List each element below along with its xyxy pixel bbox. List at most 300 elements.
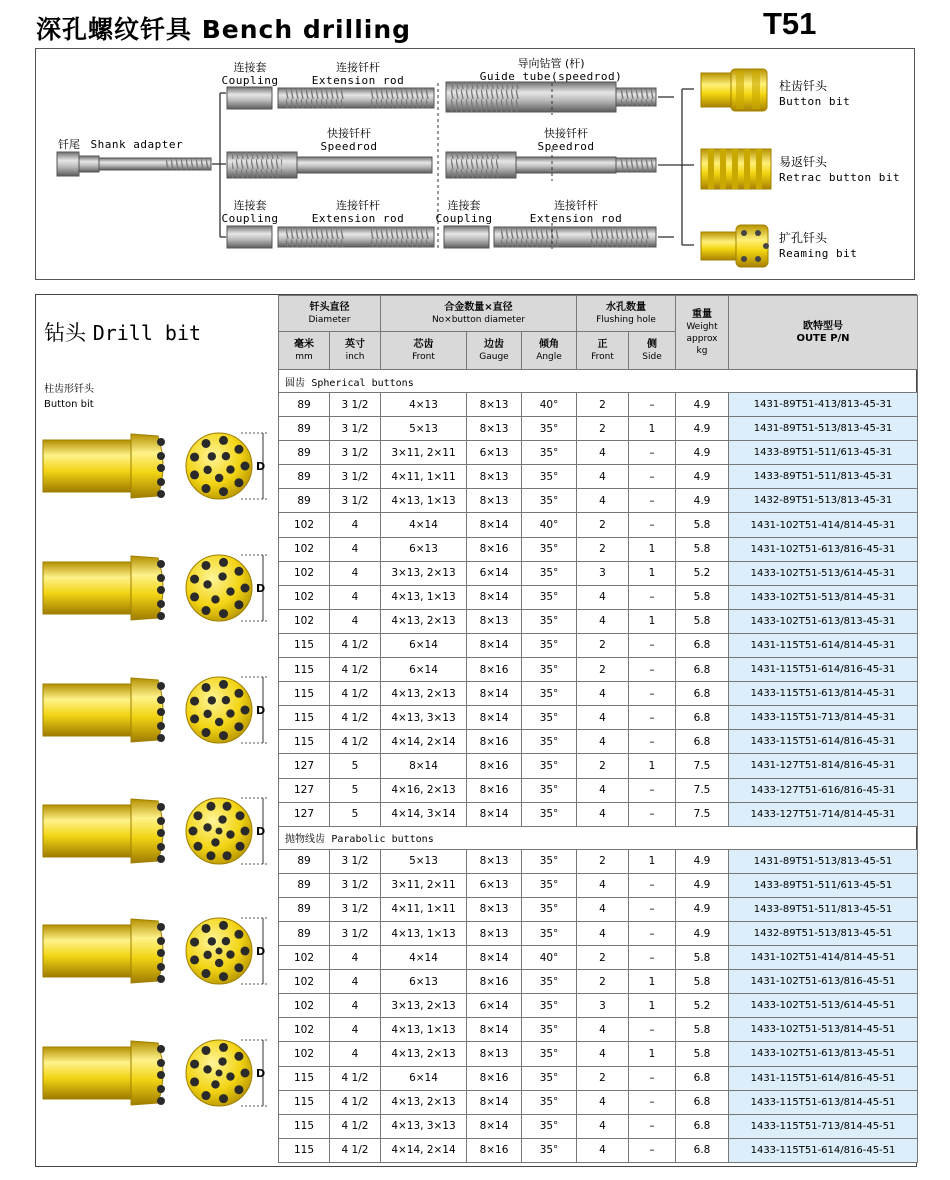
center-button	[216, 828, 223, 835]
table-cell: –	[629, 1138, 676, 1162]
table-cell: 1431-115T51-614/814-45-31	[729, 633, 918, 657]
table-cell: 4	[577, 465, 629, 489]
table-cell: 1433-89T51-511/813-45-51	[729, 897, 918, 921]
gauge-button	[241, 584, 250, 593]
table-cell: 4.9	[676, 489, 729, 513]
table-cell: 4 1/2	[330, 1066, 381, 1090]
gauge-button	[234, 930, 243, 939]
diameter-header: 钎头直径 Diameter	[279, 296, 381, 332]
section-header	[279, 826, 918, 849]
table-cell: 4	[577, 609, 629, 633]
gauge-button	[241, 706, 250, 715]
table-cell: 4 1/2	[330, 1114, 381, 1138]
table-cell: 4	[330, 585, 381, 609]
carbide-button	[157, 949, 165, 957]
gauge-button	[190, 575, 199, 584]
retrac-bit-label: 易返钎头 Retrac button bit	[779, 155, 901, 184]
table-row	[279, 1018, 918, 1042]
table-cell: 4	[577, 921, 629, 945]
table-cell: 35°	[522, 873, 577, 897]
front-button	[222, 452, 230, 460]
carbide-button	[157, 803, 165, 811]
table-cell: 8×16	[467, 1138, 522, 1162]
table-cell: 1431-89T51-513/813-45-51	[729, 849, 918, 873]
front-button	[211, 838, 219, 846]
table-cell: –	[629, 921, 676, 945]
table-cell: 4×13, 2×13	[381, 1042, 467, 1066]
section-label-cn: 抛物线齿	[285, 834, 325, 846]
table-cell: 40°	[522, 393, 577, 417]
carbide-button	[157, 1097, 165, 1105]
front-button	[218, 1057, 226, 1065]
table-row	[279, 417, 918, 441]
table-cell: 7.5	[676, 802, 729, 826]
table-cell: 5	[330, 778, 381, 802]
table-cell: 8×16	[467, 658, 522, 682]
table-cell: 5	[330, 802, 381, 826]
table-cell: 6×13	[467, 873, 522, 897]
table-cell: 35°	[522, 706, 577, 730]
table-row	[279, 633, 918, 657]
table-cell: –	[629, 393, 676, 417]
gauge-button	[190, 1060, 199, 1069]
gauge-button	[219, 436, 228, 445]
table-cell: 35°	[522, 778, 577, 802]
table-row	[279, 489, 918, 513]
table-cell: 1433-115T51-713/814-45-51	[729, 1114, 918, 1138]
table-cell: 1433-102T51-613/813-45-31	[729, 609, 918, 633]
table-cell: –	[629, 441, 676, 465]
table-cell: 115	[279, 658, 330, 682]
table-cell: 8×13	[467, 897, 522, 921]
carbide-button	[157, 574, 165, 582]
table-cell: 2	[577, 417, 629, 441]
table-cell: 1	[629, 1042, 676, 1066]
gauge-button	[234, 1052, 243, 1061]
table-cell: 4 1/2	[330, 633, 381, 657]
carbide-button	[157, 560, 165, 568]
table-cell: 89	[279, 393, 330, 417]
front-button	[226, 587, 234, 595]
table-cell: 4 1/2	[330, 1090, 381, 1114]
table-cell: 6.8	[676, 658, 729, 682]
table-cell: 35°	[522, 537, 577, 561]
table-cell: 8×14	[467, 682, 522, 706]
table-cell: 3 1/2	[330, 489, 381, 513]
table-cell: 8×14	[467, 585, 522, 609]
pn-header: 欧特型号 OUTE P/N	[729, 296, 918, 370]
table-row	[279, 1138, 918, 1162]
row2-speedrod-left-label: 快接钎杆 Speedrod	[320, 127, 378, 153]
front-button	[211, 1080, 219, 1088]
table-cell: 6×13	[467, 441, 522, 465]
table-cell: 89	[279, 441, 330, 465]
gauge-button	[219, 609, 228, 618]
table-cell: 35°	[522, 802, 577, 826]
table-cell: 4	[577, 778, 629, 802]
bit-illustration	[43, 555, 267, 621]
table-cell: –	[629, 1018, 676, 1042]
gauge-button	[202, 484, 211, 493]
gauge-button	[234, 963, 243, 972]
drill-bit-spec	[35, 294, 917, 1167]
table-cell: 4	[577, 489, 629, 513]
table-cell: 2	[577, 849, 629, 873]
table-cell: –	[629, 778, 676, 802]
table-cell: 4.9	[676, 441, 729, 465]
table-cell: –	[629, 802, 676, 826]
section-label-en: Spherical buttons	[311, 377, 414, 389]
buttons-header: 合金数量×直径 No×button diameter	[381, 296, 577, 332]
table-cell: 1431-102T51-613/816-45-31	[729, 537, 918, 561]
spec-title: 钻头 Drill bit	[44, 321, 202, 345]
table-cell: –	[629, 585, 676, 609]
table-cell: 1433-89T51-511/613-45-31	[729, 441, 918, 465]
front-button	[203, 1065, 211, 1073]
table-cell: 6.8	[676, 1138, 729, 1162]
table-cell: 89	[279, 921, 330, 945]
gauge-button	[223, 802, 232, 811]
table-cell: 3 1/2	[330, 465, 381, 489]
carbide-button	[157, 923, 165, 931]
table-cell: 115	[279, 1066, 330, 1090]
table-cell: –	[629, 730, 676, 754]
button-bit-label: 柱齿钎头 Button bit	[779, 79, 851, 108]
table-cell: 4 1/2	[330, 1138, 381, 1162]
table-cell: 5.8	[676, 537, 729, 561]
front-button	[226, 1072, 234, 1080]
table-cell: 6×14	[381, 658, 467, 682]
table-cell: 8×14	[467, 1090, 522, 1114]
table-row	[279, 970, 918, 994]
gauge-button	[234, 478, 243, 487]
table-cell: 4	[577, 1018, 629, 1042]
table-cell: 1	[629, 754, 676, 778]
front-button	[226, 950, 234, 958]
table-cell: 35°	[522, 1090, 577, 1114]
gauge-button	[234, 689, 243, 698]
table-cell: 4×13, 1×13	[381, 585, 467, 609]
gauge-button	[193, 842, 202, 851]
table-cell: 89	[279, 489, 330, 513]
table-cell: 35°	[522, 994, 577, 1018]
table-cell: 6.8	[676, 682, 729, 706]
table-cell: 4×14	[381, 513, 467, 537]
row3-extension-rod-right-label: 连接钎杆 Extension rod	[529, 199, 623, 225]
table-cell: 35°	[522, 609, 577, 633]
gauge-button	[206, 802, 215, 811]
front-button	[226, 465, 234, 473]
table-cell: –	[629, 658, 676, 682]
table-cell: 102	[279, 609, 330, 633]
table-cell: 35°	[522, 489, 577, 513]
table-cell: 1	[629, 609, 676, 633]
row1-coupling-label: 连接套 Coupling	[221, 61, 279, 87]
table-cell: 102	[279, 561, 330, 585]
carbide-button	[157, 696, 165, 704]
table-row	[279, 849, 918, 873]
table-cell: –	[629, 946, 676, 970]
table-cell: 5	[330, 754, 381, 778]
front-button	[208, 937, 216, 945]
table-cell: 1431-127T51-814/816-45-31	[729, 754, 918, 778]
carbide-button	[157, 1085, 165, 1093]
table-cell: 3×13, 2×13	[381, 994, 467, 1018]
table-row	[279, 706, 918, 730]
angle-header: 倾角 Angle	[522, 332, 577, 370]
shank-adapter	[57, 152, 211, 176]
bit-body	[43, 440, 131, 492]
gauge-button	[234, 1085, 243, 1094]
carbide-button	[157, 1059, 165, 1067]
bit-illustration	[43, 677, 267, 743]
table-row	[279, 585, 918, 609]
gauge-button	[193, 811, 202, 820]
table-cell: 6×14	[467, 561, 522, 585]
bit-body	[43, 925, 131, 977]
row1-extension-rod-label: 连接钎杆 Extension rod	[311, 61, 405, 87]
page-title: 深孔螺纹钎具 Bench drilling	[36, 15, 412, 44]
table-cell: 4	[330, 561, 381, 585]
row3-coupling-left-label: 连接套 Coupling	[221, 199, 279, 225]
gauge-button	[202, 924, 211, 933]
gauge-button	[190, 938, 199, 947]
table-cell: 1431-89T51-513/813-45-31	[729, 417, 918, 441]
table-cell: 2	[577, 513, 629, 537]
front-button	[215, 474, 223, 482]
table-cell: 8×14	[381, 754, 467, 778]
table-cell: 35°	[522, 465, 577, 489]
table-cell: 35°	[522, 585, 577, 609]
table-cell: 102	[279, 537, 330, 561]
row1-parts	[227, 82, 656, 112]
carbide-button	[157, 843, 165, 851]
table-cell: 35°	[522, 849, 577, 873]
gauge-button	[219, 1043, 228, 1052]
gauge-button	[190, 955, 199, 964]
gauge-button	[190, 714, 199, 723]
table-cell: 8×13	[467, 417, 522, 441]
table-cell: 89	[279, 849, 330, 873]
table-cell: 1431-115T51-614/816-45-31	[729, 658, 918, 682]
gauge-button	[219, 487, 228, 496]
table-cell: 5.8	[676, 946, 729, 970]
table-cell: 1433-115T51-713/814-45-31	[729, 706, 918, 730]
front-button	[215, 959, 223, 967]
gauge-button	[219, 1094, 228, 1103]
table-cell: 35°	[522, 730, 577, 754]
table-cell: 89	[279, 873, 330, 897]
table-cell: 35°	[522, 682, 577, 706]
row2-parts	[227, 152, 656, 178]
table-row	[279, 465, 918, 489]
diameter-label: D	[256, 704, 266, 717]
gauge-button	[219, 972, 228, 981]
table-row	[279, 873, 918, 897]
table-cell: 4×13, 3×13	[381, 1114, 467, 1138]
table-cell: 35°	[522, 970, 577, 994]
table-cell: 4×11, 1×11	[381, 897, 467, 921]
assembly-diagram	[35, 48, 915, 280]
carbide-button	[157, 937, 165, 945]
table-cell: 8×13	[467, 393, 522, 417]
table-cell: 7.5	[676, 778, 729, 802]
table-cell: 4	[577, 873, 629, 897]
table-row	[279, 1090, 918, 1114]
front-button	[211, 595, 219, 603]
table-cell: 1433-89T51-511/613-45-51	[729, 873, 918, 897]
table-cell: 4	[577, 1042, 629, 1066]
table-cell: 4×13, 2×13	[381, 1090, 467, 1114]
weight-header: 重量 Weight approx kg	[676, 296, 729, 370]
table-row	[279, 682, 918, 706]
bit-illustration	[43, 433, 267, 499]
gauge-button	[223, 851, 232, 860]
table-cell: 5.8	[676, 585, 729, 609]
table-cell: 5.2	[676, 994, 729, 1018]
table-cell: 102	[279, 513, 330, 537]
table-row	[279, 946, 918, 970]
table-cell: 8×13	[467, 921, 522, 945]
table-row	[279, 609, 918, 633]
table-cell: 1433-102T51-513/814-45-31	[729, 585, 918, 609]
gauge-button	[190, 592, 199, 601]
bit-body	[43, 1047, 131, 1099]
gauge-button	[234, 722, 243, 731]
bit-illustration	[43, 798, 267, 864]
table-cell: 35°	[522, 1066, 577, 1090]
table-cell: 2	[577, 393, 629, 417]
mm-header: 毫米 mm	[279, 332, 330, 370]
table-cell: 8×16	[467, 1066, 522, 1090]
table-cell: 4	[330, 537, 381, 561]
gauge-header: 边齿 Gauge	[467, 332, 522, 370]
table-cell: 4.9	[676, 393, 729, 417]
carbide-button	[157, 855, 165, 863]
shank-adapter-label: 钎尾 Shank adapter	[58, 138, 184, 151]
table-cell: 115	[279, 706, 330, 730]
table-cell: 4.9	[676, 873, 729, 897]
front-button	[222, 696, 230, 704]
table-cell: –	[629, 1066, 676, 1090]
table-cell: 6.8	[676, 633, 729, 657]
table-cell: 115	[279, 633, 330, 657]
table-row	[279, 561, 918, 585]
gauge-button	[202, 561, 211, 570]
table-cell: 1433-115T51-613/814-45-31	[729, 682, 918, 706]
row3-extension-rod-left-label: 连接钎杆 Extension rod	[311, 199, 405, 225]
table-cell: 1433-102T51-613/813-45-51	[729, 1042, 918, 1066]
gauge-button	[234, 600, 243, 609]
table-cell: –	[629, 682, 676, 706]
table-cell: 1	[629, 970, 676, 994]
table-cell: 3 1/2	[330, 873, 381, 897]
table-cell: 127	[279, 754, 330, 778]
gauge-button	[202, 728, 211, 737]
gauge-button	[236, 811, 245, 820]
carbide-button	[157, 734, 165, 742]
table-cell: 8×16	[467, 537, 522, 561]
carbide-button	[157, 478, 165, 486]
table-cell: 6.8	[676, 1066, 729, 1090]
gauge-button	[219, 731, 228, 740]
table-cell: 1431-89T51-413/813-45-31	[729, 393, 918, 417]
table-cell: 6×13	[381, 970, 467, 994]
front-button	[218, 815, 226, 823]
table-cell: 35°	[522, 897, 577, 921]
section-label-cn: 圆齿	[285, 377, 305, 389]
table-cell: –	[629, 1114, 676, 1138]
table-cell: –	[629, 489, 676, 513]
table-cell: 35°	[522, 441, 577, 465]
table-cell: 4	[577, 802, 629, 826]
table-cell: 8×14	[467, 513, 522, 537]
table-cell: 8×13	[467, 849, 522, 873]
front-button	[203, 580, 211, 588]
spec-table	[278, 295, 918, 1163]
carbide-button	[157, 817, 165, 825]
table-cell: 1433-115T51-613/814-45-51	[729, 1090, 918, 1114]
diameter-label: D	[256, 825, 266, 838]
table-cell: 35°	[522, 1114, 577, 1138]
table-cell: 1	[629, 561, 676, 585]
table-cell: 5.8	[676, 970, 729, 994]
row3-parts	[227, 226, 656, 248]
table-cell: 5.8	[676, 1042, 729, 1066]
table-cell: 4	[577, 682, 629, 706]
table-cell: 4.9	[676, 849, 729, 873]
table-cell: 1433-89T51-511/813-45-31	[729, 465, 918, 489]
table-cell: –	[629, 873, 676, 897]
table-cell: 115	[279, 1138, 330, 1162]
table-cell: 4	[577, 1114, 629, 1138]
table-cell: 4	[577, 706, 629, 730]
table-cell: 35°	[522, 417, 577, 441]
table-cell: 5.8	[676, 609, 729, 633]
table-cell: 1433-102T51-513/614-45-31	[729, 561, 918, 585]
table-cell: 8×13	[467, 465, 522, 489]
front-button	[218, 572, 226, 580]
diameter-label: D	[256, 945, 266, 958]
table-row	[279, 658, 918, 682]
gauge-button	[219, 680, 228, 689]
gauge-button	[202, 606, 211, 615]
table-cell: 102	[279, 585, 330, 609]
gauge-button	[219, 921, 228, 930]
diameter-label: D	[256, 1067, 266, 1080]
model-code: T51	[763, 6, 817, 41]
flush-side-header: 侧 Side	[629, 332, 676, 370]
gauge-button	[241, 1069, 250, 1078]
inch-header: 英寸 inch	[330, 332, 381, 370]
table-cell: 4×13	[381, 393, 467, 417]
table-cell: 8×16	[467, 970, 522, 994]
bit-type-label: 柱齿形钎头 Button bit	[44, 384, 94, 410]
table-cell: 4	[577, 441, 629, 465]
carbide-button	[157, 600, 165, 608]
center-button	[216, 948, 223, 955]
bit-illustration	[43, 918, 267, 984]
table-cell: 3 1/2	[330, 441, 381, 465]
gauge-button	[234, 567, 243, 576]
gauge-button	[190, 697, 199, 706]
table-row	[279, 513, 918, 537]
table-cell: 1	[629, 537, 676, 561]
carbide-button	[157, 975, 165, 983]
gauge-button	[241, 827, 250, 836]
gauge-button	[206, 851, 215, 860]
front-button	[208, 696, 216, 704]
